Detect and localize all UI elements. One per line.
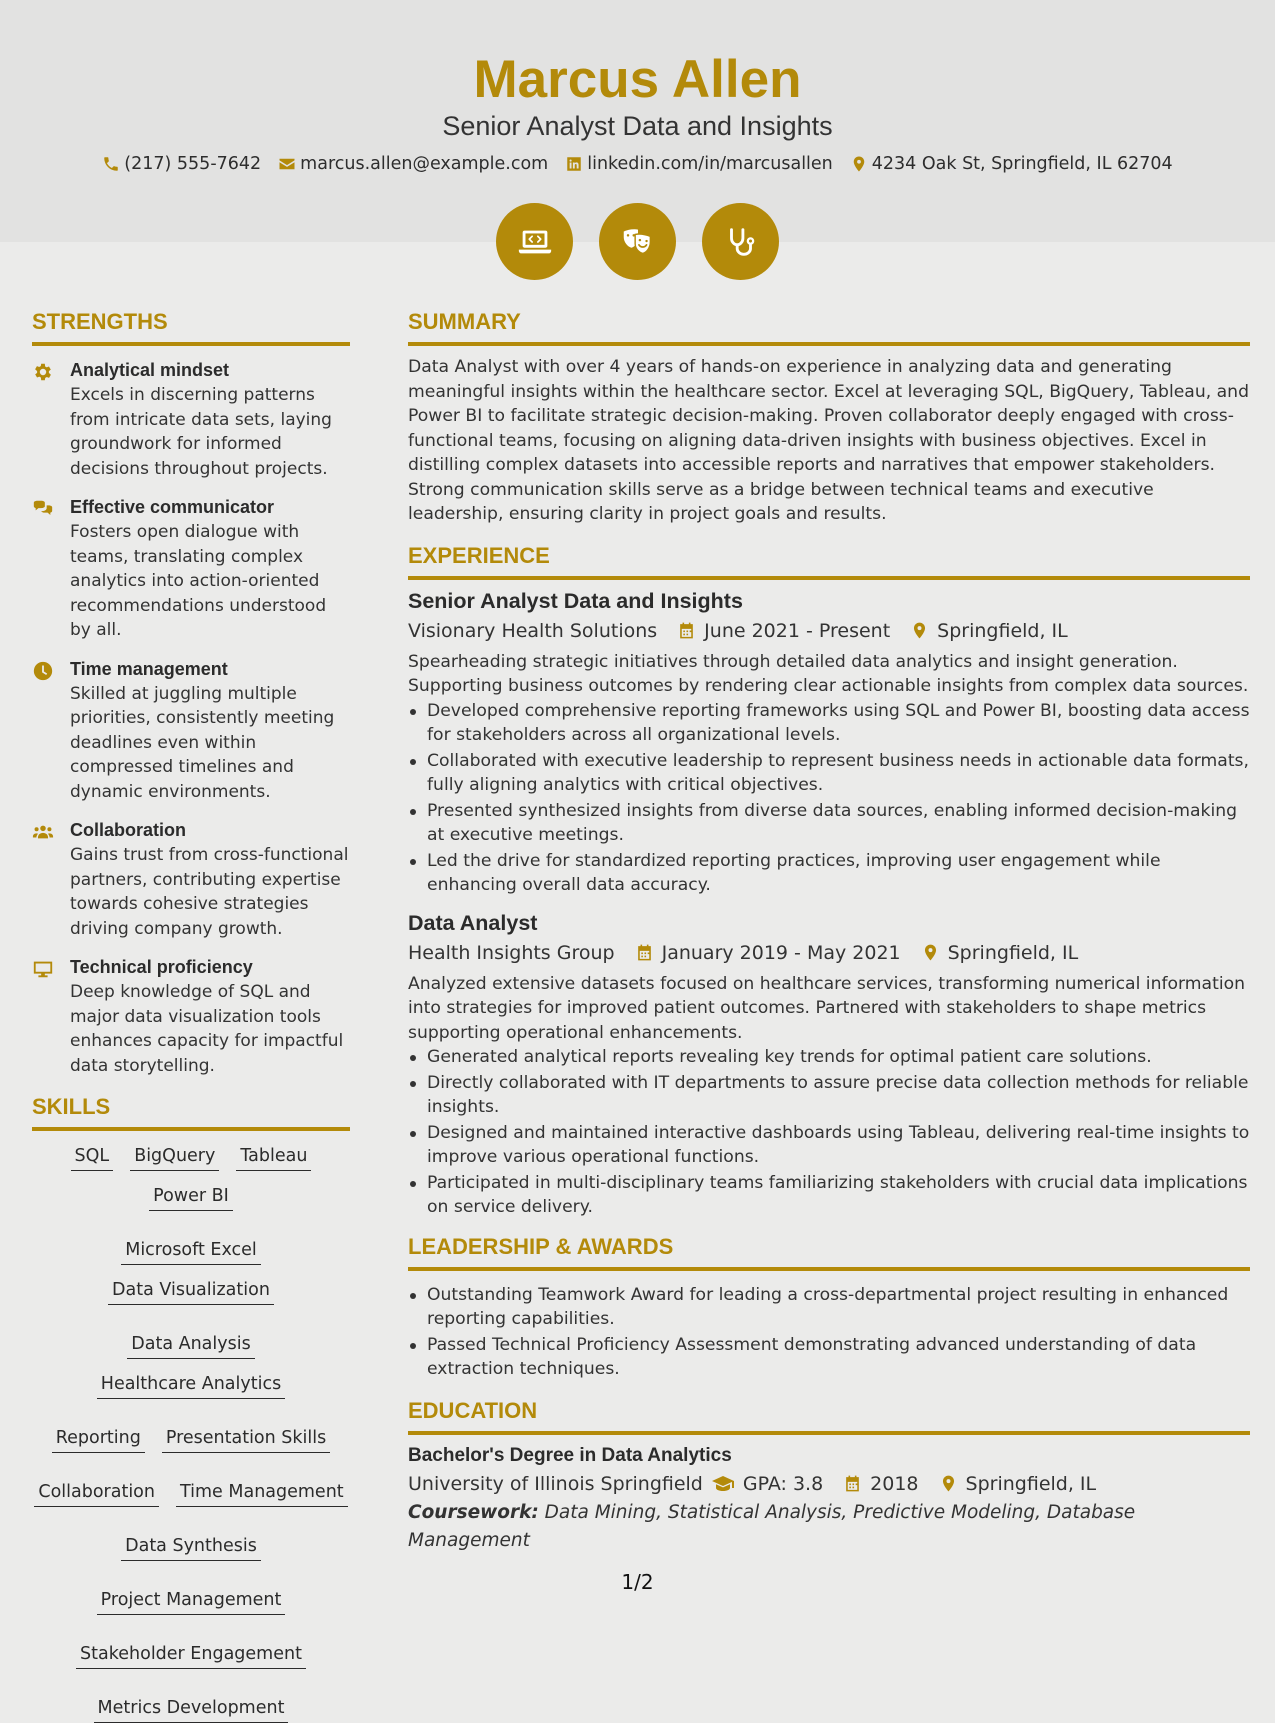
strength-desc: Excels in discerning patterns from intricate data sets, laying groundwork for informed decisions throughout projects.	[70, 385, 332, 479]
school-name: University of Illinois Springfield	[408, 1472, 703, 1495]
strength-desc: Skilled at juggling multiple priorities, consistently meeting deadlines even within compressed timelines and dynamic environments.	[70, 683, 335, 802]
gpa-text: GPA: 3.8	[742, 1472, 824, 1495]
email-text: marcus.allen@example.com	[300, 154, 549, 174]
job-title: Data Analyst	[408, 910, 538, 935]
skills-heading: SKILLS	[32, 1092, 350, 1131]
list-item: Presented synthesized insights from diverse data sources, enabling informed decision-making at executive meetings.	[408, 799, 1250, 848]
phone-icon	[102, 155, 120, 173]
skill-tag: Data Synthesis	[121, 1535, 261, 1561]
list-item: Developed comprehensive reporting frameworks using SQL and Power BI, boosting data access for stakeholders across all organizational levels.	[408, 699, 1250, 748]
calendar-icon	[843, 1474, 862, 1493]
list-item: Designed and maintained interactive dashboards using Tableau, delivering real-time insights to improve various operational functions.	[408, 1121, 1250, 1170]
education-heading: EDUCATION	[408, 1396, 1250, 1435]
education-meta	[408, 1469, 1250, 1499]
strength-item	[32, 657, 350, 805]
candidate-title: Senior Analyst Data and Insights	[442, 111, 833, 141]
list-item: Collaborated with executive leadership to represent business needs in actionable data formats, fully aligning analytics with critical objectives.	[408, 749, 1250, 798]
strength-title: Collaboration	[70, 820, 186, 840]
job-meta	[408, 616, 1250, 646]
contact-address	[850, 152, 1173, 176]
job-description: Spearheading strategic initiatives through detailed data analytics and insight generation. Supporting business outcomes by rendering clear actionable insights from complex data sources.	[408, 651, 1249, 696]
strength-title: Technical proficiency	[70, 957, 253, 977]
list-item: Led the drive for standardized reporting practices, improving user engagement while enhancing overall data accuracy.	[408, 849, 1250, 898]
strength-title: Time management	[70, 658, 228, 679]
contact-email[interactable]	[278, 152, 548, 176]
list-item: Outstanding Teamwork Award for leading a cross-departmental project resulting in enhanced reporting capabilities.	[408, 1283, 1250, 1332]
degree-title: Bachelor's Degree in Data Analytics	[408, 1444, 732, 1466]
skill-tag: Data Visualization	[108, 1279, 274, 1305]
left-column	[32, 307, 350, 1723]
skill-tag: Power BI	[149, 1185, 233, 1211]
stethoscope-badge	[702, 203, 779, 280]
strength-desc: Deep knowledge of SQL and major data visualization tools enhances capacity for impactful data storytelling.	[70, 982, 344, 1076]
job-bullets	[408, 1045, 1250, 1220]
calendar-icon	[677, 621, 696, 640]
skill-tag: SQL	[71, 1145, 114, 1171]
job-entry	[408, 586, 1250, 898]
skill-tag: Collaboration	[34, 1481, 159, 1507]
strength-item	[32, 358, 350, 481]
job-dates: January 2019 - May 2021	[661, 941, 901, 964]
list-item: Directly collaborated with IT departments to assure precise data collection methods for reliable insights.	[408, 1071, 1250, 1120]
candidate-name: Marcus Allen	[473, 50, 802, 109]
job-location: Springfield, IL	[947, 941, 1079, 964]
page-indicator: 1/2	[621, 1570, 654, 1594]
leadership-heading: LEADERSHIP & AWARDS	[408, 1232, 1250, 1271]
envelope-icon	[278, 155, 296, 173]
location-pin-icon	[939, 1474, 958, 1493]
linkedin-icon	[565, 155, 583, 173]
job-title: Senior Analyst Data and Insights	[408, 588, 743, 613]
coursework-label: Coursework:	[408, 1501, 539, 1523]
skill-tag: Stakeholder Engagement	[76, 1643, 306, 1669]
skill-tag: Presentation Skills	[162, 1427, 330, 1453]
contact-phone	[102, 152, 261, 176]
laptop-code-icon	[516, 223, 554, 261]
interest-badges	[0, 203, 1275, 280]
linkedin-text: linkedin.com/in/marcusallen	[587, 154, 833, 174]
desktop-icon	[32, 958, 54, 980]
list-item: Participated in multi-disciplinary teams familiarizing stakeholders with crucial data implications on service delivery.	[408, 1171, 1250, 1220]
strength-item	[32, 818, 350, 941]
address-text: 4234 Oak St, Springfield, IL 62704	[871, 154, 1173, 174]
calendar-icon	[635, 943, 654, 962]
school-location: Springfield, IL	[965, 1472, 1097, 1495]
leadership-list	[408, 1283, 1250, 1382]
job-meta	[408, 938, 1250, 968]
contact-bar	[0, 152, 1275, 176]
strength-title: Effective communicator	[70, 497, 275, 517]
skill-tag: BigQuery	[130, 1145, 219, 1171]
strength-item	[32, 955, 350, 1078]
job-bullets	[408, 699, 1250, 898]
skill-tag: Healthcare Analytics	[97, 1373, 285, 1399]
summary-heading: SUMMARY	[408, 307, 1250, 346]
phone-text: (217) 555-7642	[124, 154, 262, 174]
gear-icon	[32, 361, 54, 383]
comments-icon	[32, 498, 54, 520]
skill-tag: Tableau	[236, 1145, 311, 1171]
right-column	[408, 307, 1250, 1555]
location-pin-icon	[850, 155, 868, 173]
skill-tag: Reporting	[52, 1427, 145, 1453]
job-entry	[408, 908, 1250, 1220]
graduation-year: 2018	[870, 1472, 919, 1495]
strength-desc: Fosters open dialogue with teams, translating complex analytics into action-oriented recommendations understood by all.	[70, 522, 327, 640]
coursework	[408, 1499, 1250, 1555]
location-pin-icon	[910, 621, 929, 640]
job-description: Analyzed extensive datasets focused on healthcare services, transforming numerical information into strategies for improved patient outcomes. Partnered with stakeholders to shape metrics supporting operational enhancements.	[408, 973, 1246, 1043]
strengths-heading: STRENGTHS	[32, 307, 350, 346]
laptop-code-badge	[496, 203, 573, 280]
experience-heading: EXPERIENCE	[408, 541, 1250, 580]
summary-text: Data Analyst with over 4 years of hands-on experience in analyzing data and generating meaningful insights within the healthcare sector. Excel at leveraging SQL, BigQuery, Tableau, and Power BI to facilitate strategic decision-making. Proven collaborator deeply engaged with cross-functional teams, focusing on aligning data-driven insights with business objectives. Excel in distilling complex datasets into accessible reports and narratives that empower stakeholders. Strong communication skills serve as a bridge between technical teams and executive leadership, ensuring clarity in project goals and results.	[408, 357, 1249, 524]
skill-tag: Data Analysis	[127, 1333, 254, 1359]
theater-masks-icon	[619, 223, 657, 261]
skills-list	[32, 1143, 350, 1723]
contact-linkedin[interactable]	[565, 152, 833, 176]
skill-tag: Time Management	[176, 1481, 348, 1507]
skill-tag: Metrics Development	[94, 1697, 289, 1723]
job-location: Springfield, IL	[937, 619, 1068, 642]
strength-item	[32, 495, 350, 643]
stethoscope-icon	[722, 223, 760, 261]
location-pin-icon	[921, 943, 940, 962]
coursework-text: Data Mining, Statistical Analysis, Predictive Modeling, Database Management	[408, 1501, 1136, 1551]
strength-title: Analytical mindset	[70, 360, 230, 380]
job-dates: June 2021 - Present	[704, 619, 891, 642]
list-item: Generated analytical reports revealing key trends for optimal patient care solutions.	[408, 1045, 1250, 1070]
clock-icon	[32, 660, 54, 682]
strength-desc: Gains trust from cross-functional partners, contributing expertise towards cohesive strategies driving company growth.	[70, 845, 349, 939]
company-name: Visionary Health Solutions	[408, 619, 658, 642]
skill-tag: Microsoft Excel	[121, 1239, 261, 1265]
skill-tag: Project Management	[97, 1589, 286, 1615]
graduation-cap-icon	[711, 1472, 735, 1496]
theater-masks-badge	[599, 203, 676, 280]
users-icon	[32, 821, 54, 843]
company-name: Health Insights Group	[408, 941, 615, 964]
list-item: Passed Technical Proficiency Assessment demonstrating advanced understanding of data extraction techniques.	[408, 1333, 1250, 1382]
